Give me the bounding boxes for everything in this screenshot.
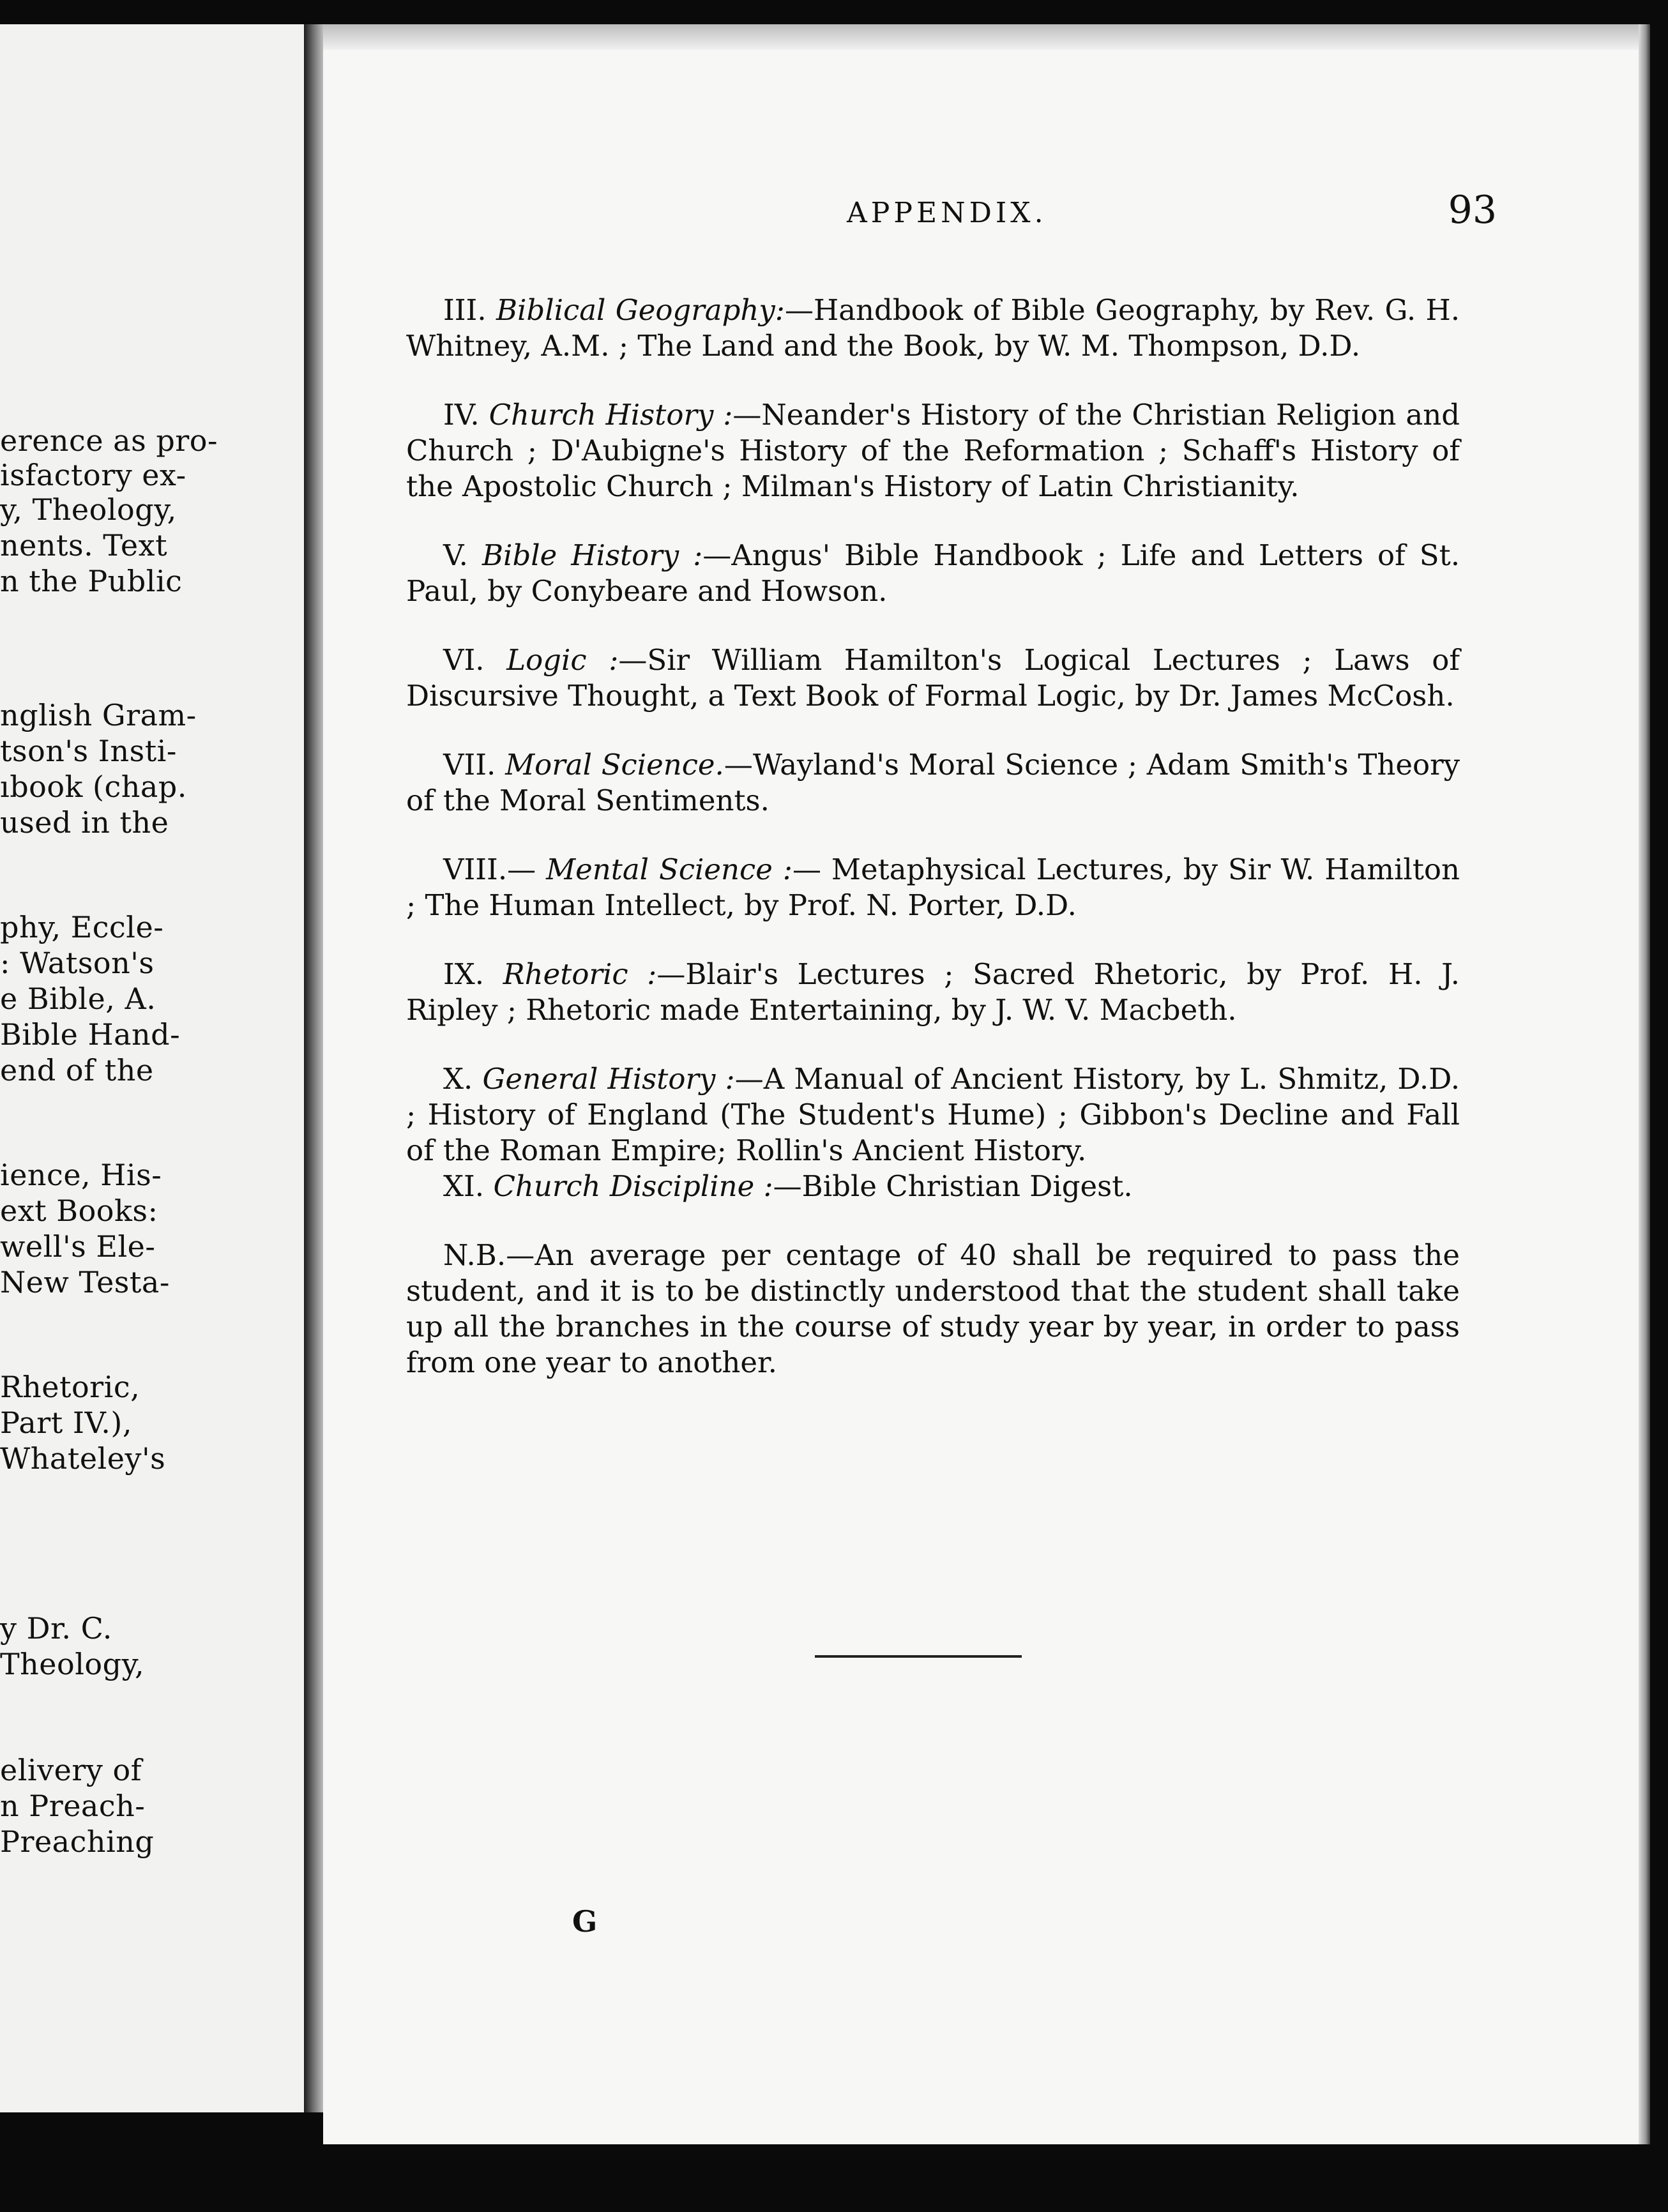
course-list: [406, 292, 1460, 1204]
entry-numeral: IX.: [443, 957, 485, 991]
closing-rule: [815, 1655, 1022, 1658]
entry-heading: Rhetoric :: [503, 957, 657, 991]
entry-text: — Metaphysical Lectures, by Sir W. Hamilton ; The Human Intellect, by Prof. N. Porter, D.D.: [406, 852, 1460, 922]
course-entry: [406, 642, 1460, 714]
course-entry: [406, 538, 1460, 609]
note-paragraph: [406, 1238, 1460, 1381]
left-page-line: end of the: [0, 1053, 154, 1087]
running-title: APPENDIX.: [847, 197, 1047, 229]
entry-numeral: VIII.—: [443, 852, 536, 886]
left-page-line: Theology,: [0, 1647, 145, 1681]
appendix-body: [406, 292, 1460, 1414]
entry-numeral: III.: [443, 293, 487, 327]
course-entry: [406, 1061, 1460, 1169]
course-entry: [406, 957, 1460, 1028]
left-page-line: n the Public: [0, 564, 183, 598]
left-page-line: ıbook (chap.: [0, 769, 187, 804]
left-page-line: y, Theology,: [0, 492, 177, 527]
entry-heading: Bible History :: [481, 538, 703, 572]
left-page-line: Bible Hand-: [0, 1017, 181, 1052]
entry-numeral: XI.: [443, 1169, 485, 1203]
left-page-line: used in the: [0, 805, 169, 840]
left-page-line: Whateley's: [0, 1441, 166, 1476]
left-page-line: Rhetoric,: [0, 1370, 140, 1404]
entry-text: —Neander's History of the Christian Religion and Church ; D'Aubigne's History of the Reformation ; Schaff's History of the Apostolic Church ; Milman's History of Latin Christianity.: [406, 398, 1460, 503]
course-entry: [406, 292, 1460, 364]
course-entry: [406, 852, 1460, 923]
entry-text: —Bible Christian Digest.: [773, 1169, 1133, 1203]
left-page-line: well's Ele-: [0, 1229, 156, 1264]
entry-numeral: X.: [443, 1062, 473, 1096]
course-entry: [406, 397, 1460, 504]
signature-mark: G: [572, 1904, 598, 1939]
left-page-line: e Bible, A.: [0, 981, 156, 1016]
course-entry: [406, 1169, 1460, 1204]
entry-heading: Moral Science.: [505, 748, 724, 782]
left-page-line: elivery of: [0, 1753, 142, 1787]
page-edge: [1639, 24, 1650, 2144]
left-page-line: New Testa-: [0, 1265, 170, 1299]
entry-heading: Biblical Geography:: [496, 293, 785, 327]
entry-numeral: IV.: [443, 398, 480, 432]
entry-heading: Mental Science :: [546, 852, 792, 886]
left-page-line: Preaching: [0, 1824, 155, 1859]
left-page-line: ience, His-: [0, 1158, 162, 1192]
entry-heading: Church Discipline :: [493, 1169, 773, 1203]
left-page-line: n Preach-: [0, 1789, 146, 1823]
entry-text: —Wayland's Moral Science ; Adam Smith's Theory of the Moral Sentiments.: [406, 748, 1460, 817]
entry-text: —Angus' Bible Handbook ; Life and Letters of St. Paul, by Conybeare and Howson.: [406, 538, 1460, 608]
facing-page-left: [0, 24, 308, 2112]
entry-text: —Sir William Hamilton's Logical Lectures ; Laws of Discursive Thought, a Text Book of Formal Logic, by Dr. James McCosh.: [406, 643, 1460, 713]
page-number: 93: [1448, 188, 1497, 232]
left-page-line: nents. Text: [0, 528, 168, 563]
entry-numeral: V.: [443, 538, 468, 572]
note-text: —An average per centage of 40 shall be required to pass the student, and it is to be distinctly understood that the student shall take up all the branches in the course of study year by year, in order to pass from one year to another.: [406, 1238, 1460, 1379]
course-entry: [406, 747, 1460, 819]
entry-numeral: VII.: [443, 748, 496, 782]
entry-heading: Logic :: [506, 643, 619, 677]
left-page-line: ext Books:: [0, 1193, 158, 1228]
left-page-line: phy, Eccle-: [0, 910, 164, 944]
left-page-line: isfactory ex-: [0, 458, 186, 492]
page-top-shadow: [323, 24, 1639, 50]
entry-numeral: VI.: [443, 643, 485, 677]
left-page-line: : Watson's: [0, 946, 155, 980]
left-page-line: nglish Gram-: [0, 698, 197, 732]
left-page-line: y Dr. C.: [0, 1611, 112, 1646]
entry-text: —A Manual of Ancient History, by L. Shmitz, D.D. ; History of England (The Student's Hume) ; Gibbon's Decline and Fall of the Roman Empire; Rollin's Ancient History.: [406, 1062, 1460, 1167]
left-page-line: tson's Insti-: [0, 734, 177, 768]
running-head: [515, 181, 1497, 232]
left-page-line: Part IV.),: [0, 1405, 132, 1440]
entry-text: —Handbook of Bible Geography, by Rev. G. H. Whitney, A.M. ; The Land and the Book, by W. M. Thompson, D.D.: [406, 293, 1460, 363]
note-label: N.B.: [443, 1238, 506, 1272]
entry-text: —Blair's Lectures ; Sacred Rhetoric, by Prof. H. J. Ripley ; Rhetoric made Entertaining, by J. W. V. Macbeth.: [406, 957, 1460, 1027]
left-page-line: erence as pro-: [0, 423, 218, 458]
entry-heading: General History :: [482, 1062, 735, 1096]
entry-heading: Church History :: [489, 398, 733, 432]
book-gutter: [304, 24, 323, 2112]
